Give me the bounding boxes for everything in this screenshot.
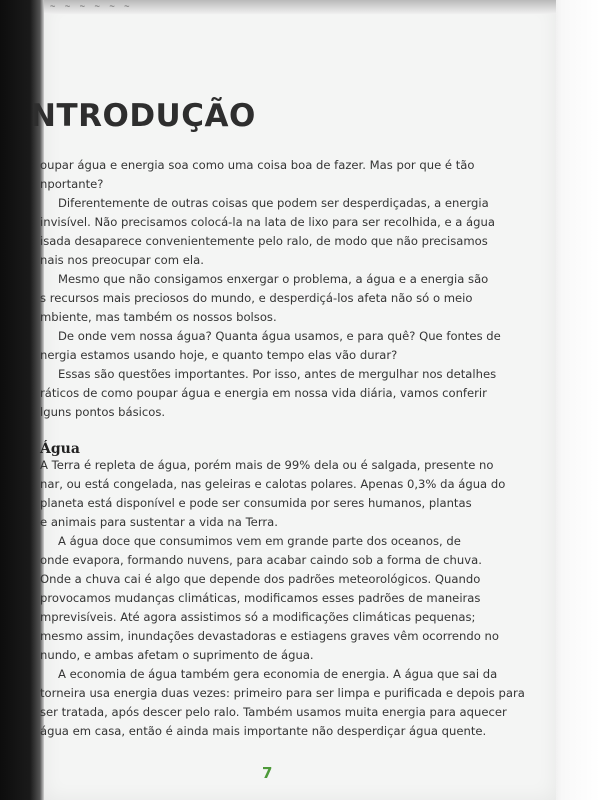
page-edge xyxy=(552,0,600,800)
edge-marks: ~ ~ ~ ~ ~ ~ xyxy=(50,2,132,12)
intro-line: s recursos mais preciosos do mundo, e desperdiçá-los afeta não só o meio xyxy=(40,291,473,305)
section-line: A Terra é repleta de água, porém mais de 99% dela ou é salgada, presente no xyxy=(40,458,494,472)
section-line: mprevisíveis. Até agora assistimos só a modificações climáticas pequenas; xyxy=(40,610,476,624)
intro-line: Diferentemente de outras coisas que podem ser desperdiçadas, a energia xyxy=(58,196,489,210)
section-line: ser tratada, após descer pelo ralo. Também usamos muita energia para aquecer xyxy=(40,705,507,719)
page-number: 7 xyxy=(262,764,273,782)
section-line: Onde a chuva cai é algo que depende dos padrões meteorológicos. Quando xyxy=(40,572,481,586)
intro-line: nais nos preocupar com ela. xyxy=(40,253,204,267)
section-text xyxy=(40,456,540,741)
intro-line: oupar água e energia soa como uma coisa boa de fazer. Mas por que é tão xyxy=(40,158,475,172)
book-page xyxy=(30,0,556,800)
intro-line: nergia estamos usando hoje, e quanto tempo elas vão durar? xyxy=(40,348,398,362)
intro-line: nportante? xyxy=(40,177,104,191)
section-line: mesmo assim, inundações devastadoras e estiagens graves vêm ocorrendo no xyxy=(40,629,499,643)
intro-line: mbiente, mas também os nossos bolsos. xyxy=(40,310,277,324)
intro-line: isada desaparece convenientemente pelo ralo, de modo que não precisamos xyxy=(40,234,488,248)
section-line: A água doce que consumimos vem em grande parte dos oceanos, de xyxy=(58,534,461,548)
intro-line: ráticos de como poupar água e energia em nossa vida diária, vamos conferir xyxy=(40,386,487,400)
section-line: provocamos mudanças climáticas, modificamos esses padrões de maneiras xyxy=(40,591,481,605)
section-line: água em casa, então é ainda mais importante não desperdiçar água quente. xyxy=(40,724,487,738)
section-line: A economia de água também gera economia de energia. A água que sai da xyxy=(58,667,498,681)
top-edge-strip xyxy=(44,0,556,14)
intro-line: Essas são questões importantes. Por isso, antes de mergulhar nos detalhes xyxy=(58,367,497,381)
intro-line: invisível. Não precisamos colocá-la na lata de lixo para ser recolhida, e a água xyxy=(40,215,495,229)
intro-line: lguns pontos básicos. xyxy=(40,405,166,419)
section-line: nundo, e ambas afetam o suprimento de água. xyxy=(40,648,314,662)
section-line: onde evapora, formando nuvens, para acabar caindo sob a forma de chuva. xyxy=(40,553,482,567)
intro-text xyxy=(40,156,540,422)
section-line: torneira usa energia duas vezes: primeiro para ser limpa e purificada e depois para xyxy=(40,686,525,700)
intro-line: De onde vem nossa água? Quanta água usamos, e para quê? Que fontes de xyxy=(58,329,501,343)
chapter-title: NTRODUÇÃO xyxy=(30,98,256,134)
section-heading: Água xyxy=(40,441,80,457)
section-line: planeta está disponível e pode ser consumida por seres humanos, plantas xyxy=(40,496,472,510)
section-line: nar, ou está congelada, nas geleiras e calotas polares. Apenas 0,3% da água do xyxy=(40,477,506,491)
section-line: e animais para sustentar a vida na Terra. xyxy=(40,515,278,529)
intro-line: Mesmo que não consigamos enxergar o problema, a água e a energia são xyxy=(58,272,489,286)
